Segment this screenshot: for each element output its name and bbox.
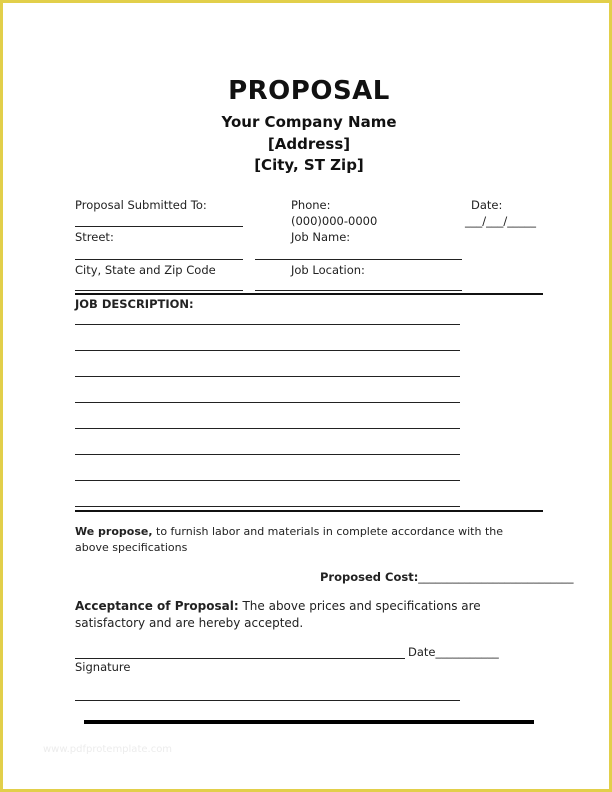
proposed-cost-label: Proposed Cost: [320,570,419,584]
job-description-line[interactable] [75,480,460,481]
we-propose-paragraph [75,524,515,556]
acceptance-text: The above prices and specifications are satisfactory and are hereby accepted. [75,599,481,630]
job-description-heading: JOB DESCRIPTION: [75,297,194,311]
job-description-line[interactable] [75,506,460,507]
section-divider-top [75,293,543,295]
job-name-label: Job Name: [291,230,351,244]
company-name: Your Company Name [221,113,397,131]
signature-label: Signature [75,660,131,674]
phone-value[interactable]: (000)000-0000 [291,214,378,228]
city-state-zip-label: City, State and Zip Code [75,263,216,277]
date-field[interactable]: ___/___/_____ [465,214,536,228]
job-location-line[interactable] [255,290,462,291]
acceptance-date-row [408,645,499,659]
acceptance-date-label: Date [408,645,436,659]
date-label: Date: [471,198,503,212]
document-title: PROPOSAL [228,76,390,106]
job-description-line[interactable] [75,428,460,429]
acceptance-paragraph [75,598,545,632]
acceptance-lead: Acceptance of Proposal: [75,599,239,613]
we-propose-text: to furnish labor and materials in complete accordance with the above specifications [75,525,504,554]
phone-label: Phone: [291,198,331,212]
street-label: Street: [75,230,114,244]
company-city-state-zip: [City, ST Zip] [254,156,364,174]
footer-bar [84,720,534,724]
job-description-line[interactable] [75,324,460,325]
company-address: [Address] [267,135,351,153]
section-divider-bottom [75,510,543,512]
acceptance-date-field[interactable]: ___________ [435,645,499,659]
job-location-label: Job Location: [291,263,365,277]
submitted-to-line[interactable] [75,226,243,227]
proposed-cost-field[interactable]: ___________________________ [418,570,574,584]
job-description-line[interactable] [75,454,460,455]
job-description-line[interactable] [75,402,460,403]
city-state-zip-line[interactable] [75,290,243,291]
watermark: www.pdfprotemplate.com [43,744,173,755]
submitted-to-label: Proposal Submitted To: [75,198,207,212]
job-description-line[interactable] [75,350,460,351]
signature-line[interactable] [75,658,405,659]
we-propose-lead: We propose, [75,525,153,538]
job-description-line[interactable] [75,376,460,377]
street-line[interactable] [75,259,243,260]
second-signature-line[interactable] [75,700,460,701]
proposed-cost-row [320,570,574,584]
job-name-line[interactable] [255,259,462,260]
